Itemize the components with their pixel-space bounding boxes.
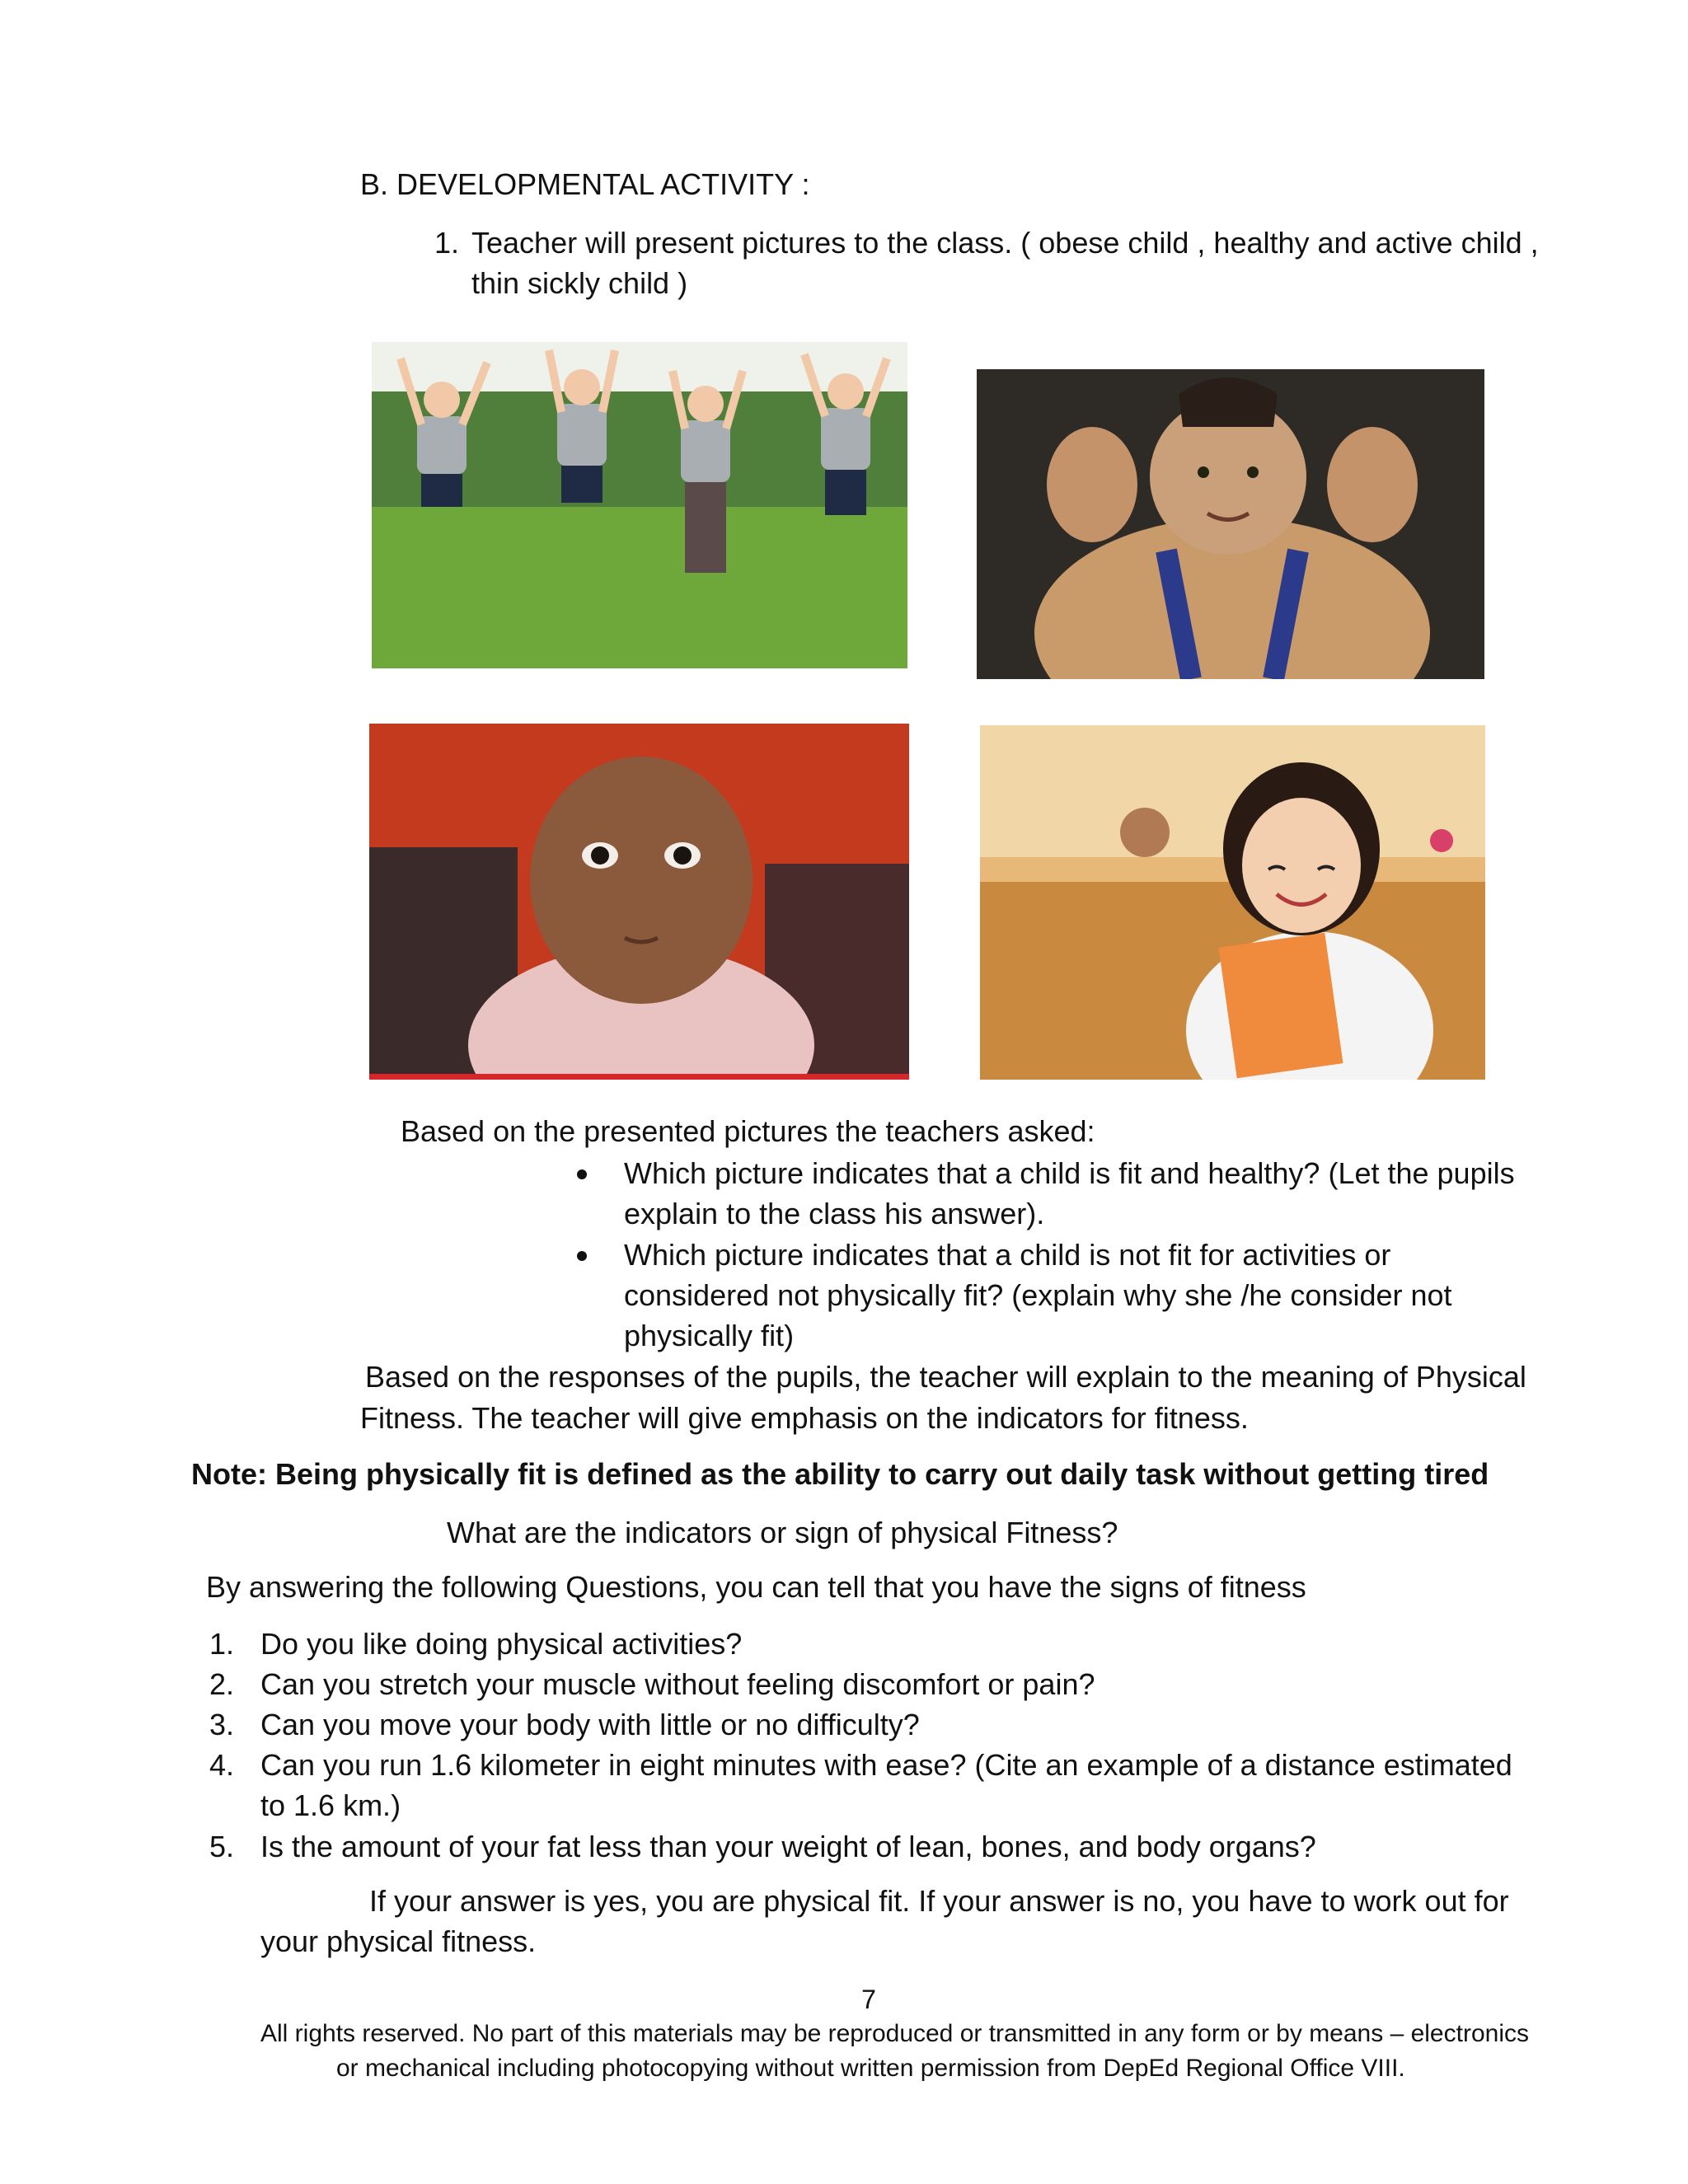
item1-text-line2: thin sickly child ) [471, 266, 688, 300]
list-item: Can you move your body with little or no difficulty? [260, 1708, 920, 1741]
rights-notice-line1: All rights reserved. No part of this materials may be reproduced or transmitted in any form or by means – electronics [260, 2020, 1529, 2047]
list-number: 3. [209, 1708, 235, 1741]
list-item: Is the amount of your fat less than your weight of lean, bones, and body organs? [260, 1830, 1316, 1863]
bullet-icon [577, 1251, 587, 1261]
question2-line1: Which picture indicates that a child is not fit for activities or [624, 1238, 1391, 1272]
question2-line2: considered not physically fit? (explain why she /he consider not [624, 1278, 1452, 1312]
explanation-line1: Based on the responses of the pupils, the teacher will explain to the meaning of Physical [365, 1360, 1526, 1394]
healthy-girl-photo [980, 725, 1485, 1080]
indicators-question: What are the indicators or sign of physical Fitness? [447, 1516, 1118, 1549]
list-number: 1. [434, 226, 460, 260]
page-number: 7 [861, 1985, 876, 2014]
list-number: 2. [209, 1667, 235, 1701]
list-item: Can you run 1.6 kilometer in eight minutes with ease? (Cite an example of a distance estimated [260, 1748, 1512, 1782]
list-number: 4. [209, 1748, 235, 1782]
list-item: Can you stretch your muscle without feeling discomfort or pain? [260, 1667, 1095, 1701]
children-jumping-photo [372, 342, 907, 668]
conclusion-line1: If your answer is yes, you are physical fit. If your answer is no, you have to work out for [369, 1884, 1509, 1918]
obese-child-photo [977, 369, 1484, 679]
conclusion-line2: your physical fitness. [260, 1924, 537, 1958]
thin-sickly-child-photo [369, 724, 909, 1080]
note-definition: Note: Being physically fit is defined as the ability to carry out daily task without getting tired [191, 1457, 1489, 1491]
question2-line3: physically fit) [624, 1319, 795, 1352]
rights-notice-line2: or mechanical including photocopying without written permission from DepEd Regional Office VIII. [336, 2055, 1405, 2082]
explanation-line2: Fitness. The teacher will give emphasis on the indicators for fitness. [360, 1401, 1249, 1435]
list-number: 1. [209, 1627, 235, 1661]
section-heading: B. DEVELOPMENTAL ACTIVITY : [360, 167, 810, 201]
item1-text-line1: Teacher will present pictures to the class. ( obese child , healthy and active child , [471, 226, 1539, 260]
question1-line2: explain to the class his answer). [624, 1197, 1045, 1230]
list-item-continuation: to 1.6 km.) [260, 1788, 401, 1822]
bullet-icon [577, 1169, 587, 1179]
question1-line1: Which picture indicates that a child is fit and healthy? (Let the pupils [624, 1156, 1515, 1190]
questions-intro: Based on the presented pictures the teachers asked: [401, 1114, 1095, 1148]
list-number: 5. [209, 1830, 235, 1863]
list-item: Do you like doing physical activities? [260, 1627, 743, 1661]
answer-intro: By answering the following Questions, you can tell that you have the signs of fitness [206, 1570, 1306, 1604]
